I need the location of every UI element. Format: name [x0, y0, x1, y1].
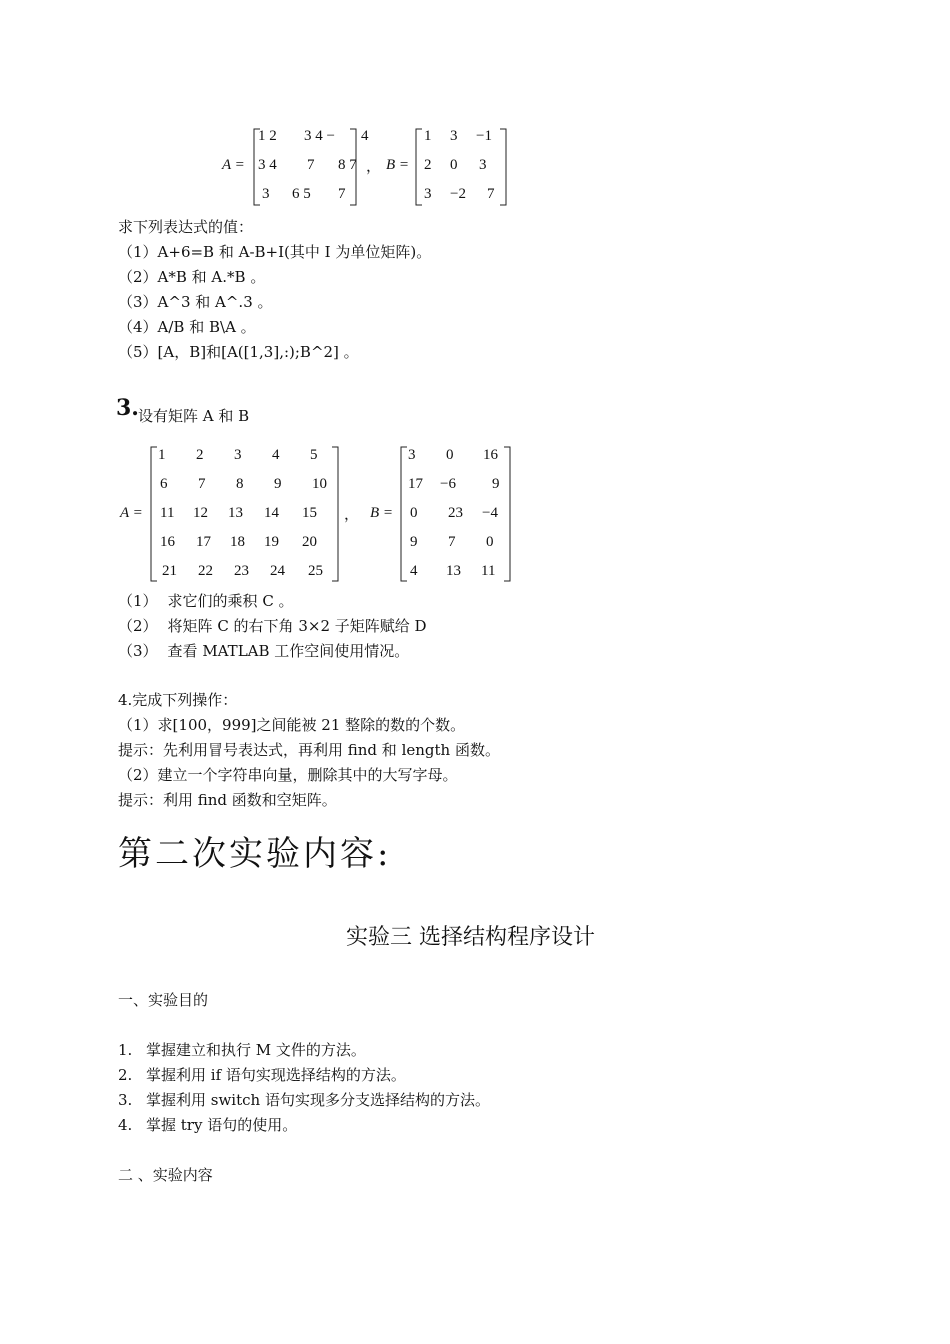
matrix-a2-cells [158, 447, 338, 587]
q2-item: （5）[A，B]和[A([1,3],:);B^2] 。 [118, 343, 359, 361]
q2-intro: 求下列表达式的值： [118, 218, 254, 236]
matrix-cell: 0 [410, 505, 418, 521]
matrix-cell: 2 [196, 447, 204, 463]
matrix-cell: 6 [160, 476, 168, 492]
matrix-cell: 8 [236, 476, 244, 492]
matrix-cell: 7 [338, 186, 346, 202]
matrix-cell: 15 [302, 505, 317, 521]
matrix-cell: 9 [274, 476, 282, 492]
matrix-cell: 3 [479, 157, 487, 173]
q4-line: （2）建立一个字符串向量，删除其中的大写字母。 [118, 766, 458, 784]
matrix-cell: 8 7 [338, 157, 357, 173]
q3-number: 3. [116, 395, 139, 421]
matrix-cell: 17 [408, 476, 423, 492]
purpose-item-text: 掌握利用 switch 语句实现多分支选择结构的方法。 [146, 1091, 490, 1109]
purpose-item-text: 掌握建立和执行 M 文件的方法。 [146, 1041, 366, 1059]
matrix-b1-cells [424, 128, 514, 208]
matrix-cell: 20 [302, 534, 317, 550]
q4-line: （1）求[100，999]之间能被 21 整除的数的个数。 [118, 716, 466, 734]
q3-item [118, 641, 409, 661]
matrix-cell: −6 [440, 476, 456, 492]
q3-item [118, 616, 427, 636]
matrix-cell: 1 2 [258, 128, 277, 144]
matrix-cell: −2 [450, 186, 466, 202]
purpose-item-number: 3. [118, 1091, 133, 1109]
section-heading: 第二次实验内容: [118, 834, 392, 874]
matrix-cell: 9 [492, 476, 500, 492]
matrix-a1-cells [258, 128, 378, 208]
purpose-item [118, 1040, 366, 1060]
matrix-cell: 4 [361, 128, 369, 144]
matrix-cell: 24 [270, 563, 285, 579]
matrix-cell: 14 [264, 505, 279, 521]
matrix-cell: 10 [312, 476, 327, 492]
matrix-cell: 3 4 [258, 157, 277, 173]
matrix-cell: 7 [487, 186, 495, 202]
matrix-cell: 16 [160, 534, 175, 550]
purpose-item-number: 1. [118, 1041, 133, 1059]
q4-line: 提示：先利用冒号表达式，再利用 find 和 length 函数。 [118, 741, 500, 759]
q2-item: （3）A^3 和 A^.3 。 [118, 293, 273, 311]
matrix-cell: 5 [310, 447, 318, 463]
q3-item-number: （2） [118, 617, 158, 635]
matrix-cell: 4 [410, 563, 418, 579]
matrix-cell: 17 [196, 534, 211, 550]
matrix-cell: 19 [264, 534, 279, 550]
matrix-cell: 3 4 − [304, 128, 335, 144]
matrix-cell: 21 [162, 563, 177, 579]
q4-title: 4.完成下列操作： [118, 691, 238, 709]
matrix-separator-comma: ， [344, 505, 360, 523]
matrix-cell: 12 [193, 505, 208, 521]
q3-title: 设有矩阵 A 和 B [138, 407, 250, 425]
matrix-cell: 0 [446, 447, 454, 463]
purpose-heading: 一、实验目的 [118, 991, 209, 1009]
matrix-b1-label: B = [386, 157, 410, 173]
matrix-cell: 9 [410, 534, 418, 550]
q2-item: （2）A*B 和 A.*B 。 [118, 268, 266, 286]
matrix-cell: 23 [234, 563, 249, 579]
matrix-cell: 13 [446, 563, 461, 579]
experiment-title: 实验三 选择结构程序设计 [346, 925, 595, 950]
matrix-a2-label: A = [120, 505, 143, 521]
matrix-cell: 22 [198, 563, 213, 579]
matrix-separator-comma: ， [366, 157, 382, 175]
matrix-cell: 3 [262, 186, 270, 202]
matrix-cell: 3 [408, 447, 416, 463]
purpose-item-number: 4. [118, 1116, 133, 1134]
matrix-a1-label: A = [222, 157, 245, 173]
purpose-item-text: 掌握 try 语句的使用。 [146, 1116, 298, 1134]
purpose-item-number: 2. [118, 1066, 133, 1084]
matrix-cell: 18 [230, 534, 245, 550]
matrix-cell: 11 [160, 505, 175, 521]
purpose-item [118, 1115, 297, 1135]
matrix-cell: 1 [424, 128, 432, 144]
q3-item-text: 求它们的乘积 C 。 [167, 592, 294, 610]
matrix-b2-cells [408, 447, 518, 587]
matrix-cell: 6 5 [292, 186, 311, 202]
matrix-cell: 3 [234, 447, 242, 463]
q3-item-text: 将矩阵 C 的右下角 3×2 子矩阵赋给 D [167, 617, 427, 635]
content-heading: 二 、实验内容 [118, 1166, 213, 1184]
matrix-b2-label: B = [370, 505, 394, 521]
matrix-cell: 13 [228, 505, 243, 521]
q3-item [118, 591, 294, 611]
matrix-cell: 0 [450, 157, 458, 173]
matrix-cell: 3 [450, 128, 458, 144]
q2-item: （1）A+6=B 和 A-B+I(其中 I 为单位矩阵)。 [118, 243, 432, 261]
q3-item-number: （1） [118, 592, 158, 610]
matrix-cell: 16 [483, 447, 498, 463]
q3-item-text: 查看 MATLAB 工作空间使用情况。 [167, 642, 410, 660]
purpose-item-text: 掌握利用 if 语句实现选择结构的方法。 [146, 1066, 406, 1084]
matrix-cell: −1 [476, 128, 492, 144]
matrix-cell: 23 [448, 505, 463, 521]
q2-item: （4）A/B 和 B\A 。 [118, 318, 256, 336]
matrix-cell: 4 [272, 447, 280, 463]
matrix-cell: 7 [198, 476, 206, 492]
matrix-cell: 2 [424, 157, 432, 173]
purpose-item [118, 1065, 406, 1085]
q4-line: 提示：利用 find 函数和空矩阵。 [118, 791, 337, 809]
matrix-cell: 7 [307, 157, 315, 173]
matrix-cell: 25 [308, 563, 323, 579]
matrix-cell: 3 [424, 186, 432, 202]
purpose-item [118, 1090, 490, 1110]
matrix-cell: 11 [481, 563, 496, 579]
matrix-cell: 7 [448, 534, 456, 550]
matrix-cell: 0 [486, 534, 494, 550]
q3-item-number: （3） [118, 642, 158, 660]
matrix-cell: −4 [482, 505, 498, 521]
matrix-cell: 1 [158, 447, 166, 463]
